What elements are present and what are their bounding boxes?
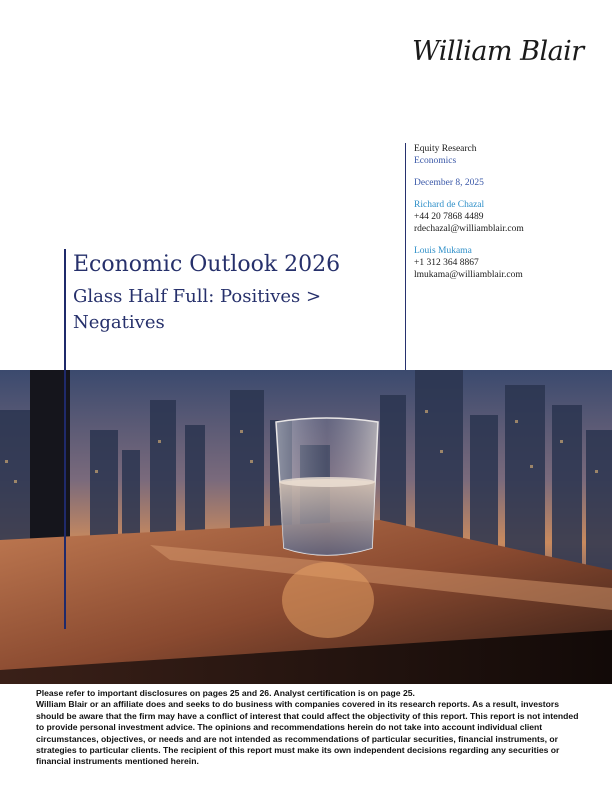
disclosure-body: William Blair or an affiliate does and seeks to do business with companies covered in its research reports. As a result, investors should be aware that the firm may have a conflict of interest that could affect the objectivity of this report. This report is not intended to provide personal investment advice. The opinions and recommendations herein do not take into account individual client circumstances, objectives, or needs and are not intended as recommendations of particular securities, financial instruments, or strategies to particular clients. The recipient of this report must make its own independent decisions regarding any securities or financial instruments mentioned herein. bbox=[36, 699, 579, 767]
title-block bbox=[73, 250, 393, 336]
william-blair-logo: William Blair bbox=[412, 36, 584, 67]
analyst-phone: +1 312 364 8867 bbox=[414, 258, 479, 268]
analyst-name: Louis Mukama bbox=[414, 246, 472, 256]
report-title: Economic Outlook 2026 bbox=[73, 252, 341, 277]
sector-label: Economics bbox=[414, 156, 457, 166]
report-date: December 8, 2025 bbox=[414, 178, 484, 188]
analyst-email: rdechazal@williamblair.com bbox=[414, 224, 524, 234]
disclosure-notice bbox=[36, 688, 580, 768]
report-sidebar bbox=[414, 143, 604, 281]
cover-photo-glass-on-table bbox=[0, 370, 612, 684]
report-subtitle: Glass Half Full: Positives > Negatives bbox=[73, 286, 322, 333]
disclosure-reference: Please refer to important disclosures on pages 25 and 26. Analyst certification is on page 25. bbox=[36, 688, 415, 698]
analyst-email: lmukama@williamblair.com bbox=[414, 270, 523, 280]
analyst-name: Richard de Chazal bbox=[414, 200, 485, 210]
title-accent-rule bbox=[64, 249, 66, 629]
analyst-phone: +44 20 7868 4489 bbox=[414, 212, 484, 222]
department-label: Equity Research bbox=[414, 144, 477, 154]
